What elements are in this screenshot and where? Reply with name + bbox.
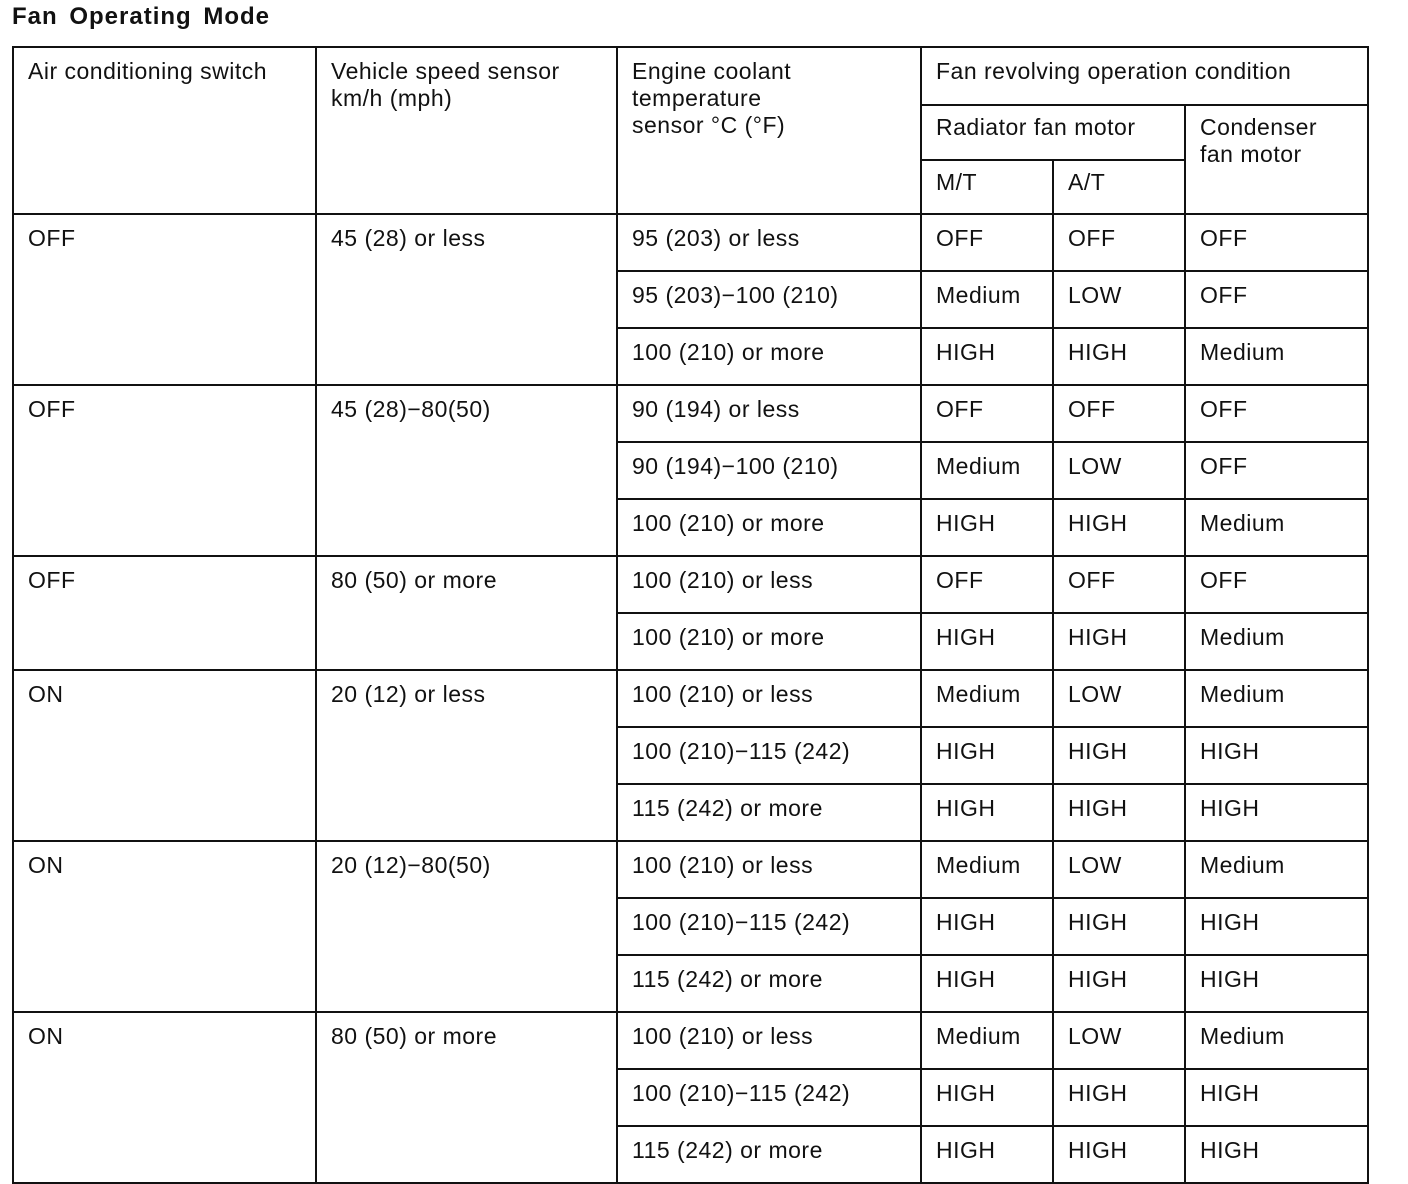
condenser-cell: HIGH xyxy=(1185,898,1368,955)
header-at-label: A/T xyxy=(1068,169,1106,195)
header-condenser-line1: Condenser xyxy=(1200,114,1318,140)
condenser-cell: HIGH xyxy=(1185,1126,1368,1183)
at-cell: LOW xyxy=(1053,670,1185,727)
fan-operating-mode-table xyxy=(12,46,1369,1184)
temp-cell: 115 (242) or more xyxy=(617,784,921,841)
at-cell: HIGH xyxy=(1053,784,1185,841)
header-row-1 xyxy=(13,47,1368,105)
table-row xyxy=(13,1012,1368,1069)
ac-switch-cell: OFF xyxy=(13,556,316,670)
at-cell: OFF xyxy=(1053,214,1185,271)
temp-cell: 95 (203)−100 (210) xyxy=(617,271,921,328)
condenser-cell: Medium xyxy=(1185,841,1368,898)
condenser-cell: Medium xyxy=(1185,670,1368,727)
at-cell: LOW xyxy=(1053,841,1185,898)
condenser-cell: OFF xyxy=(1185,385,1368,442)
temp-cell: 100 (210) or more xyxy=(617,328,921,385)
ac-switch-cell: ON xyxy=(13,670,316,841)
mt-cell: HIGH xyxy=(921,727,1053,784)
ac-switch-cell: OFF xyxy=(13,385,316,556)
condenser-cell: HIGH xyxy=(1185,784,1368,841)
header-coolant-line1: Engine coolant xyxy=(632,58,792,84)
table-row xyxy=(13,214,1368,271)
header-radiator-fan-label: Radiator fan motor xyxy=(936,114,1136,140)
at-cell: HIGH xyxy=(1053,1126,1185,1183)
temp-cell: 100 (210)−115 (242) xyxy=(617,1069,921,1126)
mt-cell: HIGH xyxy=(921,328,1053,385)
mt-cell: HIGH xyxy=(921,784,1053,841)
at-cell: LOW xyxy=(1053,442,1185,499)
condenser-cell: OFF xyxy=(1185,214,1368,271)
temp-cell: 100 (210) or less xyxy=(617,556,921,613)
condenser-cell: Medium xyxy=(1185,613,1368,670)
table-row xyxy=(13,556,1368,613)
speed-cell: 45 (28) or less xyxy=(316,214,617,385)
page-title: Fan Operating Mode xyxy=(12,3,271,30)
table-row xyxy=(13,841,1368,898)
header-coolant-line3: sensor °C (°F) xyxy=(632,112,786,138)
header-speed-sensor xyxy=(316,47,617,214)
condenser-cell: HIGH xyxy=(1185,727,1368,784)
speed-cell: 20 (12)−80(50) xyxy=(316,841,617,1012)
temp-cell: 100 (210) or more xyxy=(617,499,921,556)
temp-cell: 115 (242) or more xyxy=(617,955,921,1012)
temp-cell: 100 (210)−115 (242) xyxy=(617,727,921,784)
header-mt xyxy=(921,160,1053,214)
table-header xyxy=(13,47,1368,214)
at-cell: OFF xyxy=(1053,556,1185,613)
header-speed-sensor-line1: Vehicle speed sensor xyxy=(331,58,560,84)
temp-cell: 100 (210) or less xyxy=(617,841,921,898)
condenser-cell: HIGH xyxy=(1185,955,1368,1012)
at-cell: HIGH xyxy=(1053,613,1185,670)
condenser-cell: Medium xyxy=(1185,499,1368,556)
temp-cell: 90 (194)−100 (210) xyxy=(617,442,921,499)
condenser-cell: Medium xyxy=(1185,328,1368,385)
at-cell: HIGH xyxy=(1053,328,1185,385)
temp-cell: 95 (203) or less xyxy=(617,214,921,271)
mt-cell: HIGH xyxy=(921,898,1053,955)
condenser-cell: OFF xyxy=(1185,442,1368,499)
at-cell: HIGH xyxy=(1053,898,1185,955)
mt-cell: OFF xyxy=(921,556,1053,613)
temp-cell: 100 (210) or less xyxy=(617,1012,921,1069)
mt-cell: HIGH xyxy=(921,613,1053,670)
condenser-cell: Medium xyxy=(1185,1012,1368,1069)
table-row xyxy=(13,385,1368,442)
header-radiator-fan xyxy=(921,105,1185,160)
table-body xyxy=(13,214,1368,1183)
mt-cell: HIGH xyxy=(921,1069,1053,1126)
mt-cell: Medium xyxy=(921,841,1053,898)
at-cell: LOW xyxy=(1053,271,1185,328)
header-fan-condition-label: Fan revolving operation condition xyxy=(936,58,1292,84)
mt-cell: Medium xyxy=(921,442,1053,499)
mt-cell: Medium xyxy=(921,271,1053,328)
ac-switch-cell: ON xyxy=(13,841,316,1012)
speed-cell: 80 (50) or more xyxy=(316,1012,617,1183)
table-row xyxy=(13,670,1368,727)
speed-cell: 80 (50) or more xyxy=(316,556,617,670)
header-fan-condition xyxy=(921,47,1368,105)
at-cell: HIGH xyxy=(1053,727,1185,784)
temp-cell: 100 (210)−115 (242) xyxy=(617,898,921,955)
mt-cell: HIGH xyxy=(921,955,1053,1012)
mt-cell: OFF xyxy=(921,214,1053,271)
header-ac-switch-label: Air conditioning switch xyxy=(28,58,268,84)
header-ac-switch xyxy=(13,47,316,214)
mt-cell: OFF xyxy=(921,385,1053,442)
at-cell: OFF xyxy=(1053,385,1185,442)
header-mt-label: M/T xyxy=(936,169,978,195)
temp-cell: 90 (194) or less xyxy=(617,385,921,442)
header-speed-sensor-line2: km/h (mph) xyxy=(331,85,453,111)
temp-cell: 100 (210) or more xyxy=(617,613,921,670)
temp-cell: 100 (210) or less xyxy=(617,670,921,727)
speed-cell: 45 (28)−80(50) xyxy=(316,385,617,556)
ac-switch-cell: ON xyxy=(13,1012,316,1183)
at-cell: HIGH xyxy=(1053,499,1185,556)
header-at xyxy=(1053,160,1185,214)
at-cell: HIGH xyxy=(1053,955,1185,1012)
mt-cell: HIGH xyxy=(921,1126,1053,1183)
at-cell: LOW xyxy=(1053,1012,1185,1069)
temp-cell: 115 (242) or more xyxy=(617,1126,921,1183)
header-coolant-line2: temperature xyxy=(632,85,762,111)
header-coolant-temp xyxy=(617,47,921,214)
mt-cell: HIGH xyxy=(921,499,1053,556)
condenser-cell: OFF xyxy=(1185,556,1368,613)
speed-cell: 20 (12) or less xyxy=(316,670,617,841)
header-condenser-line2: fan motor xyxy=(1200,141,1302,167)
mt-cell: Medium xyxy=(921,670,1053,727)
condenser-cell: HIGH xyxy=(1185,1069,1368,1126)
ac-switch-cell: OFF xyxy=(13,214,316,385)
mt-cell: Medium xyxy=(921,1012,1053,1069)
at-cell: HIGH xyxy=(1053,1069,1185,1126)
header-condenser-fan xyxy=(1185,105,1368,214)
condenser-cell: OFF xyxy=(1185,271,1368,328)
